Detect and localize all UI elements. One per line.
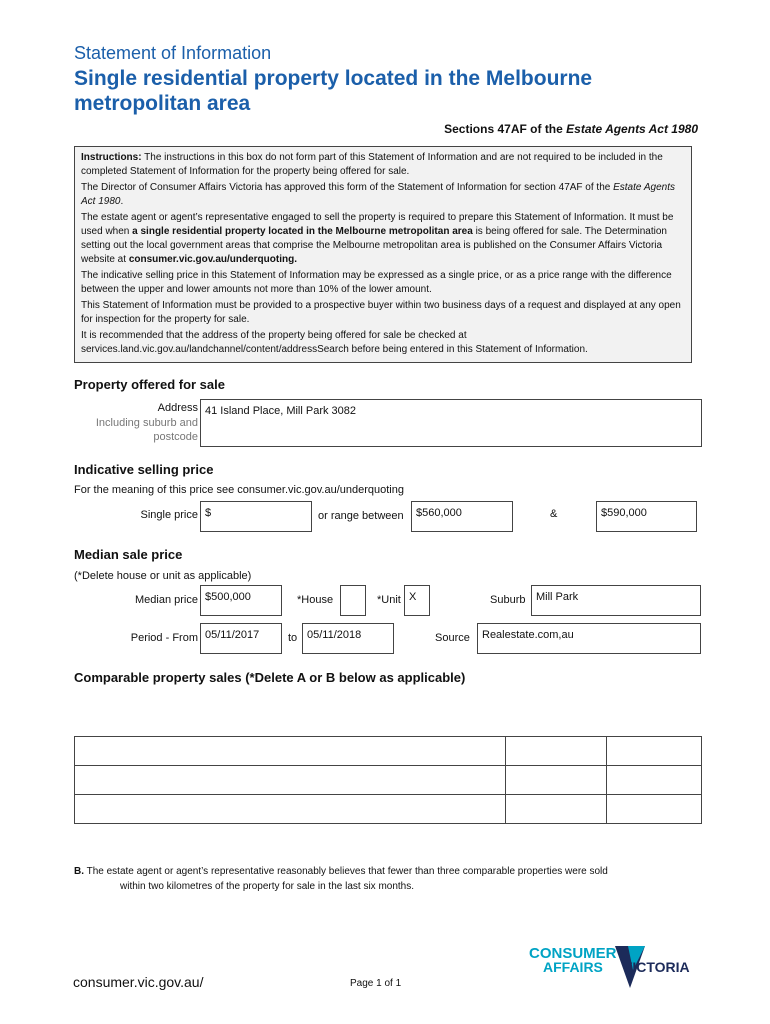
form-supertitle: Statement of Information bbox=[74, 43, 272, 63]
underquoting-link[interactable]: consumer.vic.gov.au/underquoting. bbox=[128, 254, 297, 265]
comparable-address-cell[interactable] bbox=[75, 766, 506, 795]
median-price-field[interactable]: $500,000 bbox=[200, 585, 282, 616]
source-label: Source bbox=[435, 632, 470, 644]
option-b-text: B. The estate agent or agent’s representative reasonably believes that fewer than three comparable properties were sold within two kilometres of the property for sale in the last six months. bbox=[74, 866, 608, 892]
source-field[interactable]: Realestate.com,au bbox=[477, 623, 701, 654]
single-price-label: Single price bbox=[140, 509, 198, 521]
table-row bbox=[75, 737, 702, 766]
comparable-heading: Comparable property sales (*Delete A or B below as applicable) bbox=[74, 670, 466, 685]
instructions-box: Instructions: The instructions in this box do not form part of this Statement of Information and are not required to be included in the completed Statement of Information for the property being offered for sale. The Director of Consumer Affairs Victoria has approved this form of the Statement of Information for section 47AF of the Estate Agents Act 1980. The estate agent or agent’s representative engaged to sell the property is required to prepare this Statement of Information. It must be used when a single residential property located in the Melbourne metropolitan area is being offered for sale. The Determination setting out the local government areas that comprise the Melbourne metropolitan area is published on the Consumer Affairs Victoria website at consumer.vic.gov.au/underquoting. The indicative selling price in this Statement of Information may be expressed as a single price, or as a price range with the difference between the upper and lower amounts not more than 10% of the lower amount. This Statement of Information must be provided to a prospective buyer within two business days of a request and displayed at any open for inspection for the property for sale. It is recommended that the address of the property being offered for sale be checked at services.land.vic.gov.au/landchannel/content/addressSearch before being entered in this Statement of Information. bbox=[74, 146, 692, 363]
comparable-sales-table bbox=[74, 736, 702, 824]
range-high-field[interactable]: $590,000 bbox=[596, 501, 697, 532]
unit-field[interactable]: X bbox=[404, 585, 430, 616]
consumer-affairs-victoria-logo bbox=[529, 942, 705, 992]
footer-url: consumer.vic.gov.au/ bbox=[73, 974, 204, 990]
period-from-label: Period - From bbox=[130, 632, 198, 644]
median-heading: Median sale price bbox=[74, 547, 183, 562]
svg-text:VICTORIA: VICTORIA bbox=[623, 959, 690, 975]
page-title: Single residential property located in the Melbourne metropolitan area bbox=[74, 67, 593, 115]
range-low-field[interactable]: $560,000 bbox=[411, 501, 513, 532]
unit-label: *Unit bbox=[377, 594, 401, 606]
comparable-price-cell[interactable] bbox=[506, 766, 607, 795]
suburb-label: Suburb bbox=[490, 594, 526, 606]
median-note: (*Delete house or unit as applicable) bbox=[74, 570, 252, 582]
comparable-address-cell[interactable] bbox=[75, 795, 506, 824]
page-number: Page 1 of 1 bbox=[350, 978, 402, 989]
address-field[interactable]: 41 Island Place, Mill Park 3082 bbox=[200, 399, 702, 447]
period-to-label: to bbox=[288, 632, 298, 644]
comparable-date-cell[interactable] bbox=[607, 795, 702, 824]
comparable-address-cell[interactable] bbox=[75, 737, 506, 766]
address-label: Address bbox=[157, 402, 198, 414]
table-row bbox=[75, 795, 702, 824]
address-sublabel: Including suburb and postcode bbox=[95, 417, 198, 443]
period-to-field[interactable]: 05/11/2018 bbox=[302, 623, 394, 654]
house-field[interactable] bbox=[340, 585, 366, 616]
property-heading: Property offered for sale bbox=[74, 377, 225, 392]
comparable-price-cell[interactable] bbox=[506, 795, 607, 824]
range-ampersand: & bbox=[550, 508, 558, 520]
comparable-date-cell[interactable] bbox=[607, 737, 702, 766]
svg-text:CONSUMER: CONSUMER bbox=[529, 945, 617, 962]
comparable-price-cell[interactable] bbox=[506, 737, 607, 766]
suburb-field[interactable]: Mill Park bbox=[531, 585, 701, 616]
price-heading: Indicative selling price bbox=[74, 462, 214, 477]
period-from-field[interactable]: 05/11/2017 bbox=[200, 623, 282, 654]
price-note: For the meaning of this price see consumer.vic.gov.au/underquoting bbox=[74, 484, 404, 496]
svg-text:AFFAIRS: AFFAIRS bbox=[543, 959, 603, 975]
comparable-date-cell[interactable] bbox=[607, 766, 702, 795]
single-price-field[interactable]: $ bbox=[200, 501, 312, 532]
table-row bbox=[75, 766, 702, 795]
sections-reference: Sections 47AF of the Estate Agents Act 1980 bbox=[444, 122, 698, 136]
median-price-label: Median price bbox=[135, 594, 198, 606]
house-label: *House bbox=[297, 594, 334, 606]
range-label: or range between bbox=[318, 510, 404, 522]
